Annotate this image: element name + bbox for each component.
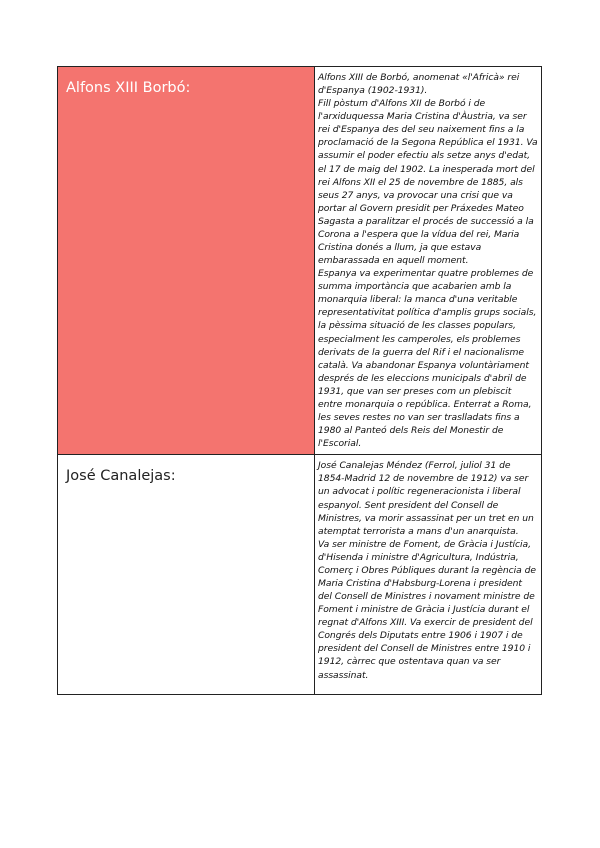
person-name: José Canalejas: (66, 468, 176, 485)
table-row (58, 67, 542, 455)
name-cell (58, 455, 315, 695)
description-cell (315, 67, 542, 455)
biography-table (57, 66, 542, 695)
person-description: José Canalejas Méndez (Ferrol, juliol 31 de 1854-Madrid 12 de novembre de 1912) va ser un advocat i polític regeneracionista i liberal espanyol. Sent president del Consell de Ministres, va morir assassinat per un tret en un atemptat terrorista a mans d'un anarquista. Va ser ministre de Foment, de Gràcia i Justícia, d'Hisenda i ministre d'Agricultura, Indústria, Comerç i Obres Públiques durant la regència de Maria Cristina d'Habsburg-Lorena i president del Consell de Ministres i novament ministre de Foment i ministre de Gràcia i Justícia durant el regnat d'Alfons XIII. Va exercir de president del Congrés dels Diputats entre 1906 i 1907 i de president del Consell de Ministres entre 1910 i 1912, càrrec que ostentava quan va ser assassinat. (318, 460, 536, 681)
name-cell (58, 67, 315, 455)
person-description: Alfons XIII de Borbó, anomenat «l'Africà» rei d'Espanya (1902-1931). Fill pòstum d'Alfons XII de Borbó i de l'arxiduquessa Maria Cristina d'Àustria, va ser rei d'Espanya des del seu naixement fins a la proclamació de la Segona República el 1931. Va assumir el poder efectiu als setze anys d'edat, el 17 de maig del 1902. La inesperada mort del rei Alfons XII el 25 de novembre de 1885, als seus 27 anys, va provocar una crisi que va portar al Govern presidit per Práxedes Mateo Sagasta a paralitzar el procés de successió a la Corona a l'espera que la vídua del rei, Maria Cristina donés a llum, ja que estava embarassada en aquell moment. Espanya va experimentar quatre problemes de summa importància que acabarien amb la monarquia liberal: la manca d'una veritable representativitat política d'amplis grups socials, la pèssima situació de les classes populars, especialment les camperoles, els problemes derivats de la guerra del Rif i el nacionalisme català. Va abandonar Espanya voluntàriament després de les eleccions municipals d'abril de 1931, que van ser preses com un plebiscit entre monarquia o república. Enterrat a Roma, les seves restes no van ser traslladats fins a 1980 al Panteó dels Reis del Monestir de l'Escorial. (318, 72, 538, 450)
table-row (58, 455, 542, 695)
person-name: Alfons XIII Borbó: (66, 80, 191, 96)
description-cell (315, 455, 542, 695)
